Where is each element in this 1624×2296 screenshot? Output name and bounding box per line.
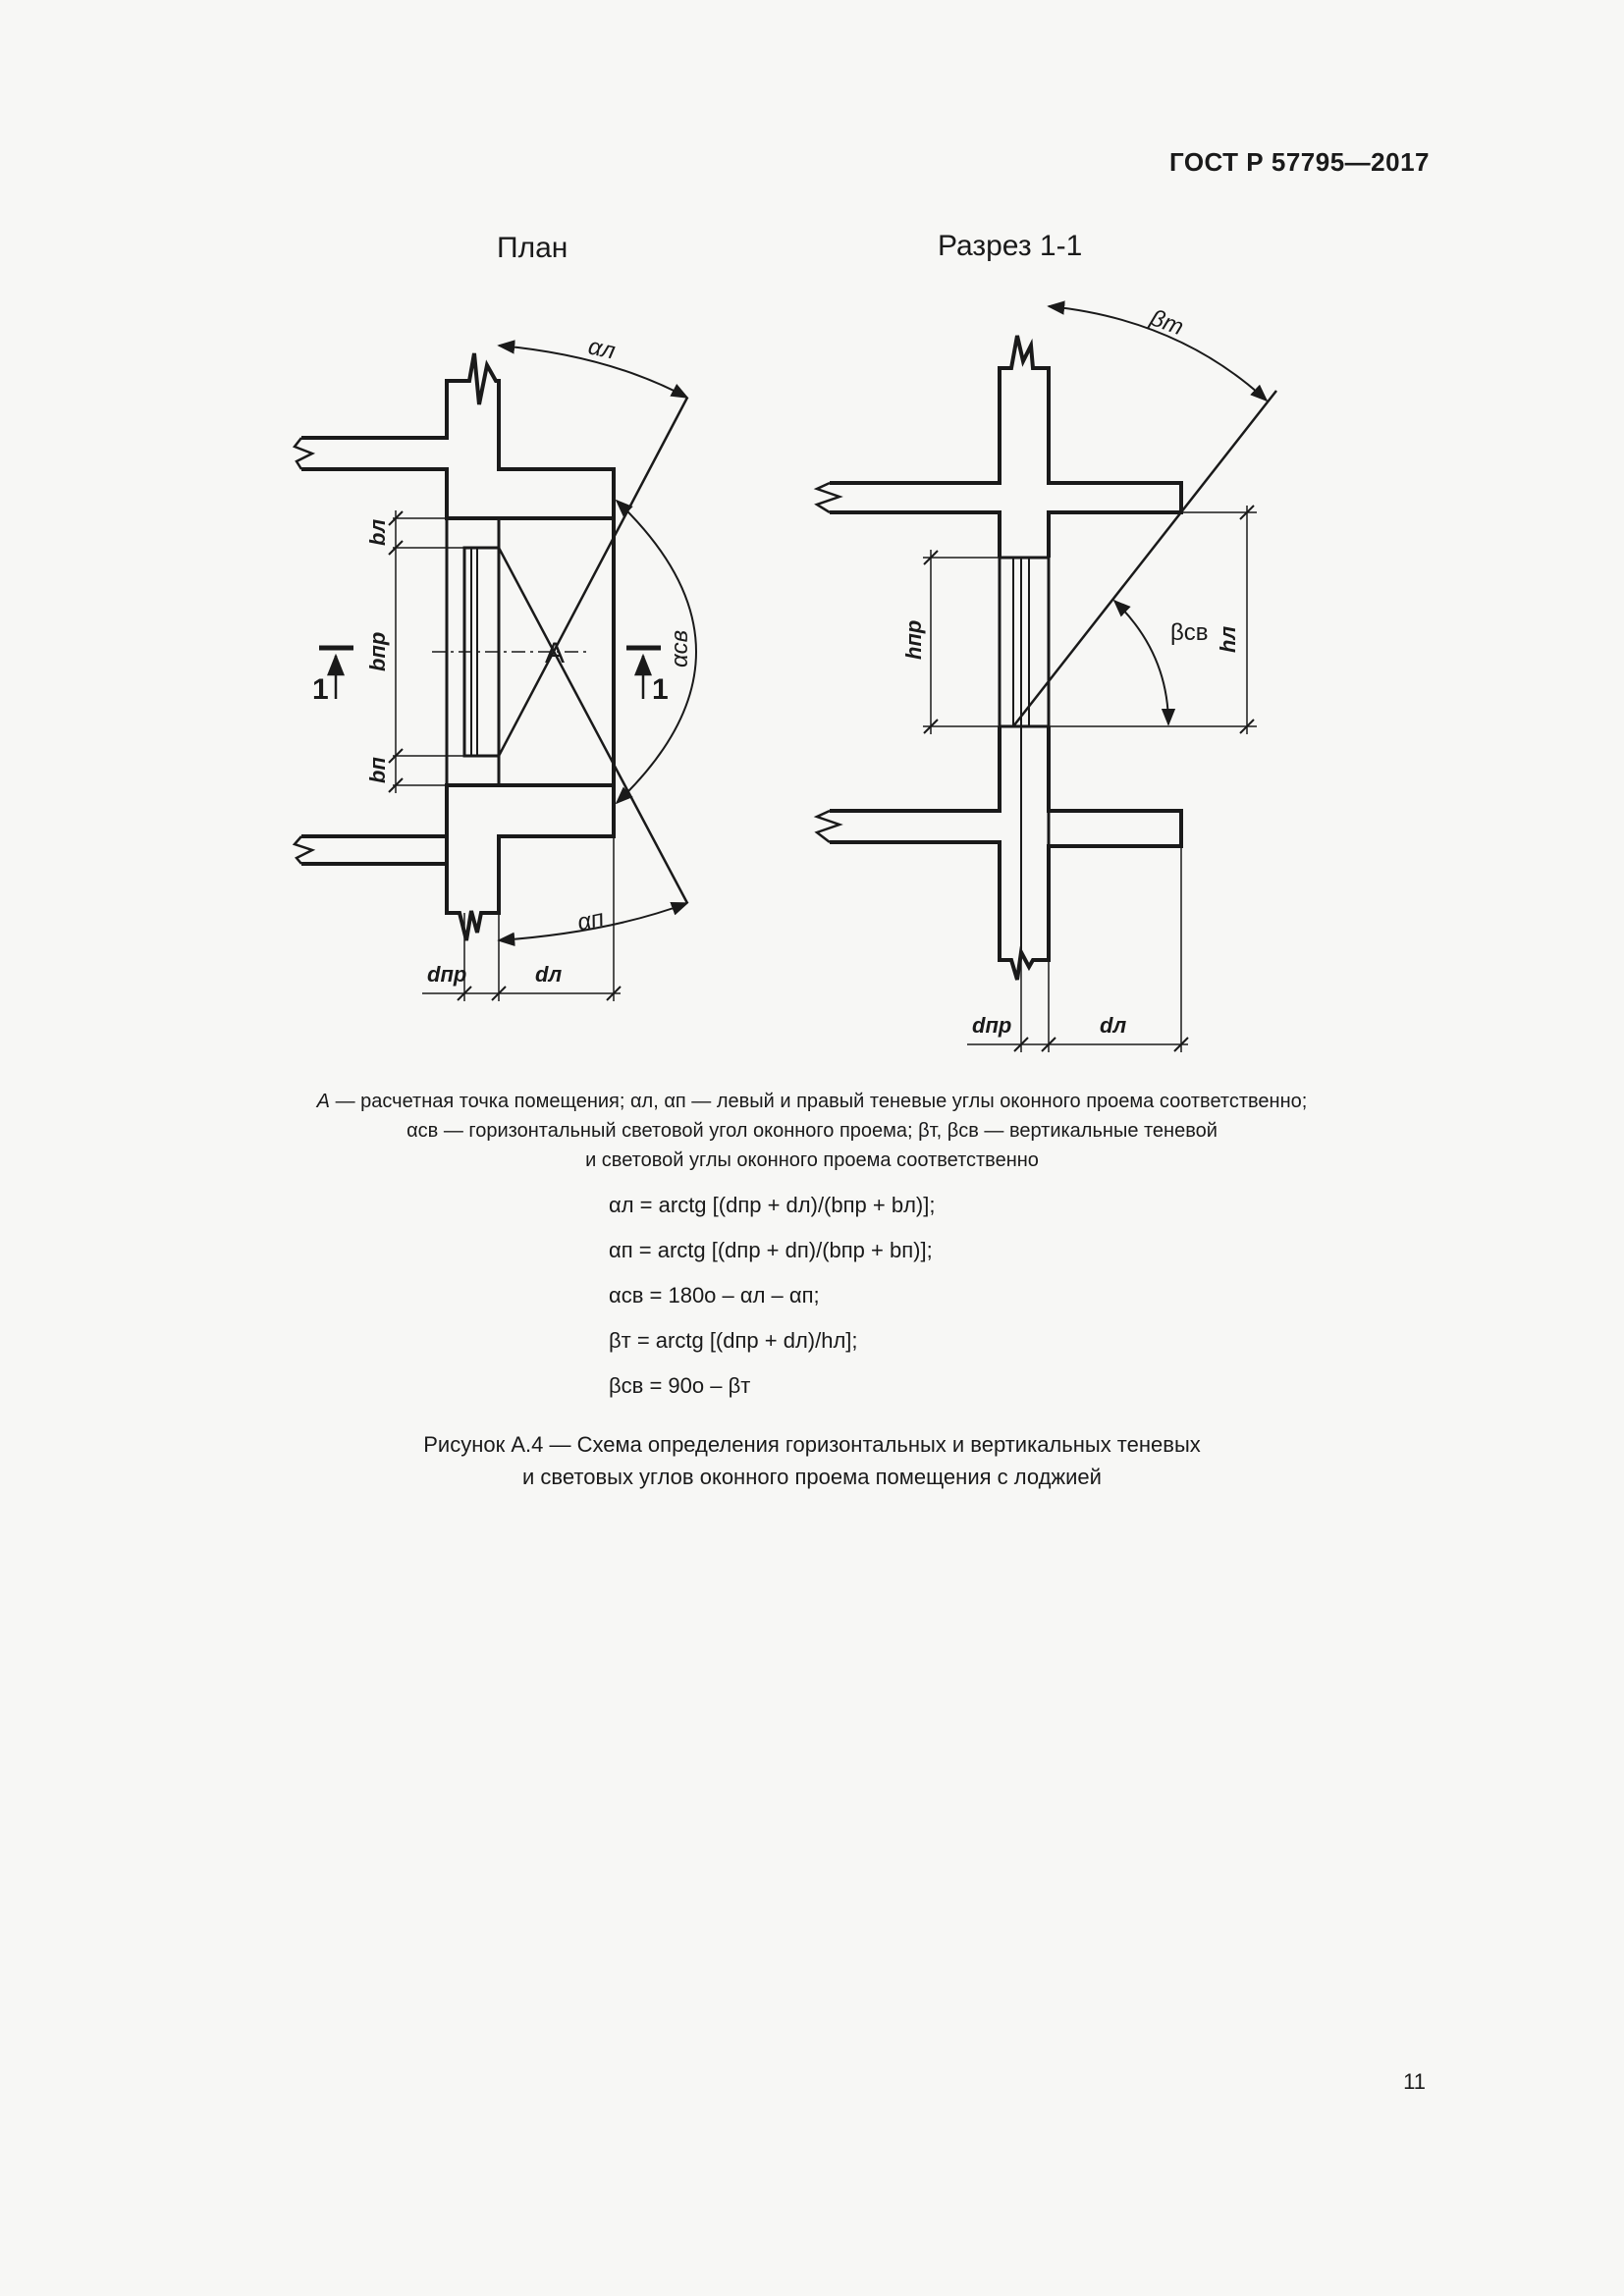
plan-upper-wall bbox=[301, 353, 614, 518]
section-drawing bbox=[817, 306, 1276, 1052]
section-lower-break bbox=[817, 811, 839, 842]
legend-point-a: А bbox=[316, 1091, 331, 1112]
plan-sight-line-2 bbox=[499, 548, 687, 903]
plan-title: План bbox=[497, 232, 568, 264]
section-sight-line bbox=[1013, 391, 1276, 726]
section-lower-wall bbox=[830, 726, 1000, 811]
formula-alpha-p: αп = arctg [(dпр + dп)/(bпр + bп)]; bbox=[609, 1238, 933, 1262]
legend-line-2: αсв — горизонтальный световой угол оконного проема; βт, βсв — вертикальные теневой bbox=[406, 1120, 1218, 1142]
section-label-d-pr: dпр bbox=[972, 1013, 1012, 1038]
formula-alpha-l: αл = arctg [(dпр + dл)/(bпр + bл)]; bbox=[609, 1193, 936, 1217]
section-upper-wall bbox=[830, 336, 1181, 558]
formula-block bbox=[609, 1183, 935, 1409]
section-label-h-pr: hпр bbox=[901, 619, 926, 660]
caption-line-1: Рисунок А.4 — Схема определения горизонтальных и вертикальных теневых bbox=[423, 1432, 1201, 1457]
plan-lower-break bbox=[295, 836, 312, 864]
plan-label-d-l: dл bbox=[535, 962, 563, 987]
legend-line-1-text: — расчетная точка помещения; αл, αп — левый и правый теневые углы оконного проема соответственно; bbox=[330, 1091, 1308, 1112]
plan-point-a: А bbox=[545, 637, 566, 669]
section-arc-beta-sv bbox=[1114, 601, 1168, 724]
plan-label-b-pr: bпр bbox=[365, 631, 390, 671]
figure-legend bbox=[147, 1087, 1477, 1175]
page-number: 11 bbox=[1403, 2069, 1426, 2094]
section-label-beta-t: βт bbox=[1146, 304, 1187, 342]
figure-caption bbox=[147, 1428, 1477, 1493]
plan-upper-break bbox=[295, 438, 312, 469]
plan-label-d-pr: dпр bbox=[427, 962, 467, 987]
plan-section-mark-left: 1 bbox=[312, 673, 329, 706]
legend-line-1 bbox=[147, 1087, 1477, 1116]
caption-line-2: и световых углов оконного проема помещения с лоджией bbox=[522, 1465, 1102, 1489]
figure-drawings bbox=[0, 0, 1624, 1080]
plan-drawing bbox=[295, 346, 696, 1001]
section-label-beta-sv: βсв bbox=[1170, 619, 1209, 646]
plan-label-alpha-sv: αсв bbox=[667, 629, 693, 667]
plan-section-mark-right: 1 bbox=[652, 673, 669, 706]
formula-beta-t: βт = arctg [(dпр + dл)/hл]; bbox=[609, 1328, 858, 1353]
section-upper-slab-inner bbox=[830, 512, 1000, 558]
legend-line-3: и световой углы оконного проема соответственно bbox=[585, 1149, 1039, 1171]
plan-label-alpha-l: αл bbox=[585, 333, 619, 365]
formula-beta-sv: βсв = 90о – βт bbox=[609, 1373, 751, 1398]
plan-lower-wall-inner bbox=[301, 785, 614, 864]
figure-svg bbox=[0, 0, 1624, 1080]
plan-upper-wall-inner bbox=[301, 469, 614, 518]
section-upper-break bbox=[817, 483, 839, 512]
formula-alpha-sv: αсв = 180о – αл – αп; bbox=[609, 1283, 820, 1308]
section-lower-slab bbox=[830, 726, 1181, 980]
plan-label-alpha-p: αп bbox=[574, 904, 607, 936]
section-label-d-l: dл bbox=[1100, 1013, 1127, 1038]
section-label-h-l: hл bbox=[1216, 625, 1240, 653]
document-header: ГОСТ Р 57795—2017 bbox=[1168, 147, 1430, 177]
section-window-frame bbox=[1000, 558, 1049, 726]
section-title: Разрез 1-1 bbox=[938, 230, 1083, 262]
plan-label-b-l: bл bbox=[365, 518, 390, 546]
plan-label-b-p: bп bbox=[365, 757, 390, 783]
